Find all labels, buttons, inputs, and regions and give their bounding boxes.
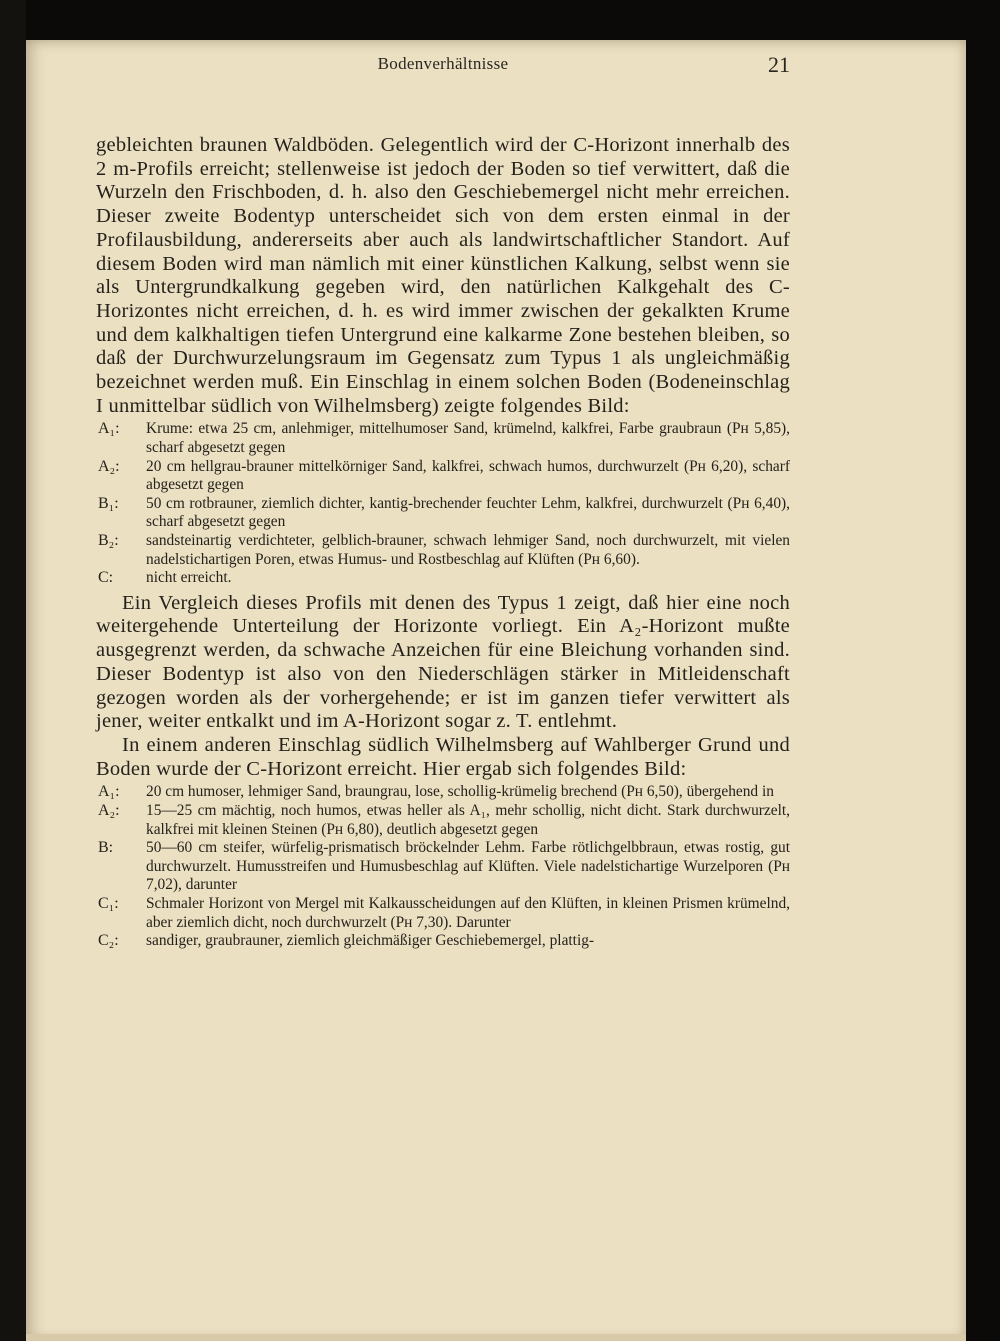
horizon-row [96,895,790,932]
horizon-row [96,420,790,457]
horizon-row [96,783,790,802]
horizon-label: A₂: [98,457,120,475]
page-header [96,54,790,80]
horizon-label: B₁: [98,494,119,512]
book-binding-edge [0,0,26,1341]
horizon-label: A₁: [98,783,120,801]
horizon-label: C₁: [98,894,119,912]
horizon-row [96,532,790,569]
horizon-label: C₂: [98,932,119,950]
horizon-row [96,569,790,588]
horizon-description: 15—25 cm mächtig, noch humos, etwas heller als A₁, mehr schollig, nicht dicht. Stark durchwurzelt, kalkfrei mit kleinen Steinen (Pʜ 6,80), deutlich abgesetzt gegen [146,802,790,838]
horizon-description: 50—60 cm steifer, würfelig-prismatisch bröckelnder Lehm. Farbe rötlichgelbbraun, etwas rostig, gut durchwurzelt. Humusstreifen und Humusbeschlag auf Klüften. Viele nadelstichartige Wurzelporen (Pʜ 7,02), darunter [146,839,790,894]
horizon-label: A₁: [98,420,120,438]
page-body [96,134,790,955]
horizon-row [96,839,790,895]
page-number: 21 [768,52,790,77]
horizon-row [96,802,790,839]
horizon-description: sandsteinartig verdichteter, gelblich-brauner, schwach lehmiger Sand, noch durchwurzelt, mit vielen nadelstichartigen Poren, etwas Humus- und Rostbeschlag auf Klüften (Pʜ 6,60). [146,532,790,568]
running-title: Bodenverhältnisse [377,54,509,73]
soil-profile-1 [96,420,790,587]
soil-profile-2 [96,783,790,950]
paragraph-1: gebleichten braunen Waldböden. Gelegentlich wird der C-Horizont innerhalb des 2 m-Profils erreicht; stellenweise ist jedoch der Boden so tief verwittert, daß die Wurzeln den Frischboden, d. h. also den Geschiebemergel nicht mehr erreichen. Dieser zweite Bodentyp unterscheidet sich von dem ersten einmal in der Profilausbildung, andererseits aber auch als landwirtschaftlicher Standort. Auf diesem Boden wird man nämlich mit einer künstlichen Kalkung, selbst wenn sie als Untergrundkalkung gegeben wird, den natürlichen Kalkgehalt des C-Horizontes nicht erreichen, d. h. es wird immer zwischen der gekalkten Krume und dem kalkhaltigen tiefen Untergrund eine kalkarme Zone bestehen bleiben, so daß der Durchwurzelungsraum im Gegensatz zum Typus 1 als ungleichmäßig bezeichnet werden muß. Ein Einschlag in einem solchen Boden (Bodeneinschlag I unmittelbar südlich von Wilhelmsberg) zeigte folgendes Bild: [96,134,790,417]
horizon-description: nicht erreicht. [146,569,232,587]
horizon-row [96,495,790,532]
page-lower-edge [26,1334,966,1341]
horizon-label: C: [98,569,114,587]
horizon-description: sandiger, graubrauner, ziemlich gleichmäßiger Geschiebemergel, plattig- [146,932,595,950]
horizon-description: 50 cm rotbrauner, ziemlich dichter, kantig-brechender feuchter Lehm, kalkfrei, durchwurzelt (Pʜ 6,40), scharf abgesetzt gegen [146,494,790,531]
horizon-description: 20 cm hellgrau-brauner mittelkörniger Sand, kalkfrei, schwach humos, durchwurzelt (Pʜ 6,20), scharf abgesetzt gegen [146,457,790,494]
horizon-row [96,458,790,495]
paragraph-2: Ein Vergleich dieses Profils mit denen des Typus 1 zeigt, daß hier eine noch weitergehende Unterteilung der Horizonte vorliegt. Ein A₂-Horizont mußte ausgegrenzt werden, da schwache Anzeichen für eine Bleichung vorhanden sind. Dieser Bodentyp ist also von den Niederschlägen stärker in Mitleidenschaft gezogen worden als der vorhergehende; er ist im ganzen tiefer verwittert als jener, weiter entkalkt und im A-Horizont sogar z. T. entlehmt. [96,591,790,733]
horizon-label: B: [98,839,114,857]
horizon-description: 20 cm humoser, lehmiger Sand, braungrau, lose, schollig-krümelig brechend (Pʜ 6,50), übergehend in [146,783,774,801]
horizon-description: Schmaler Horizont von Mergel mit Kalkausscheidungen auf den Klüften, in kleinen Prismen krümelnd, aber ziemlich dicht, noch durchwurzelt (Pʜ 7,30). Darunter [146,894,790,931]
horizon-description: Krume: etwa 25 cm, anlehmiger, mittelhumoser Sand, krümelnd, kalkfrei, Farbe graubraun (Pʜ 5,85), scharf abgesetzt gegen [146,420,790,457]
horizon-label: B₂: [98,532,119,549]
paragraph-3: In einem anderen Einschlag südlich Wilhelmsberg auf Wahlberger Grund und Boden wurde der C-Horizont erreicht. Hier ergab sich folgendes Bild: [96,734,790,780]
horizon-row [96,932,790,951]
horizon-label: A₂: [98,802,120,819]
